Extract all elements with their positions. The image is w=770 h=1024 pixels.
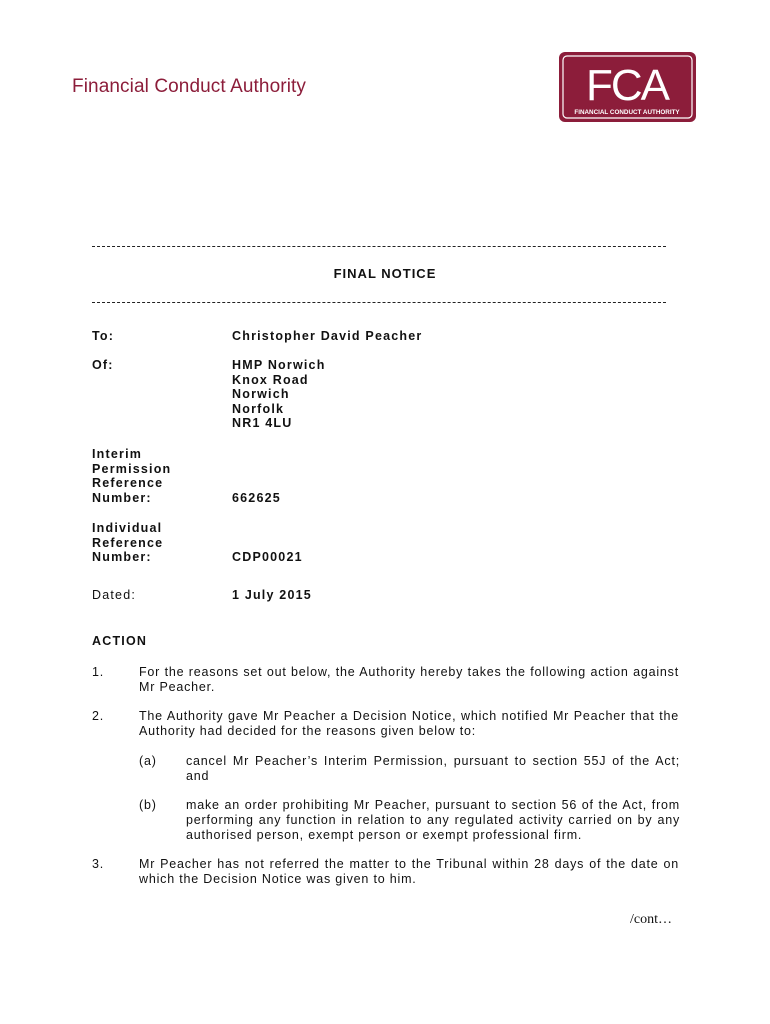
sub-item-paragraph: cancel Mr Peacher’s Interim Permission, pursuant to section 55J of the Act; and — [186, 754, 680, 783]
dated-label: Dated: — [92, 588, 137, 602]
action-paragraph: The Authority gave Mr Peacher a Decision Notice, which notified Mr Peacher that the Authority had decided for the reasons given below to: — [139, 709, 679, 738]
item-number: 1. — [92, 665, 105, 679]
action-heading: ACTION — [92, 634, 148, 648]
interim-label-line: Number: — [92, 490, 152, 505]
top-rule — [92, 246, 666, 247]
item-number: 3. — [92, 857, 105, 871]
individual-label — [92, 521, 163, 565]
interim-label — [92, 447, 171, 505]
address-block — [232, 358, 326, 431]
header-org-name: Financial Conduct Authority — [72, 76, 306, 97]
dated-value: 1 July 2015 — [232, 588, 312, 602]
address-line: Norfolk — [232, 401, 285, 416]
individual-value: CDP00021 — [232, 550, 303, 564]
address-line: Norwich — [232, 387, 290, 401]
individual-label-line: Reference — [92, 535, 164, 550]
fca-logo — [559, 52, 696, 122]
interim-label-line: Interim — [92, 447, 143, 461]
item-number: 2. — [92, 709, 105, 723]
continuation-marker: /cont… — [630, 912, 672, 927]
action-paragraph: For the reasons set out below, the Authority hereby takes the following action against Mr Peacher. — [139, 665, 679, 694]
sub-item-number: (b) — [139, 798, 157, 812]
to-value: Christopher David Peacher — [232, 329, 423, 343]
to-label: To: — [92, 329, 115, 343]
interim-label-line: Reference — [92, 476, 164, 490]
individual-label-line: Individual — [92, 521, 163, 535]
bottom-rule — [92, 302, 666, 303]
address-line: NR1 4LU — [232, 416, 293, 430]
individual-label-line: Number: — [92, 550, 152, 564]
of-label: Of: — [92, 358, 114, 372]
sub-item-number: (a) — [139, 754, 157, 768]
interim-label-line: Permission — [92, 461, 172, 476]
address-line: Knox Road — [232, 372, 309, 387]
interim-value: 662625 — [232, 491, 281, 505]
notice-title: FINAL NOTICE — [333, 266, 437, 281]
address-line: HMP Norwich — [232, 358, 326, 372]
logo-text: FCA — [586, 61, 668, 110]
logo-subtext: FINANCIAL CONDUCT AUTHORITY — [574, 109, 680, 116]
action-paragraph: Mr Peacher has not referred the matter to the Tribunal within 28 days of the date on which the Decision Notice was given to him. — [139, 857, 679, 886]
sub-item-paragraph: make an order prohibiting Mr Peacher, pursuant to section 56 of the Act, from performing any function in relation to any regulated activity carried on by any authorised person, exempt person or exempt professional firm. — [186, 798, 680, 842]
